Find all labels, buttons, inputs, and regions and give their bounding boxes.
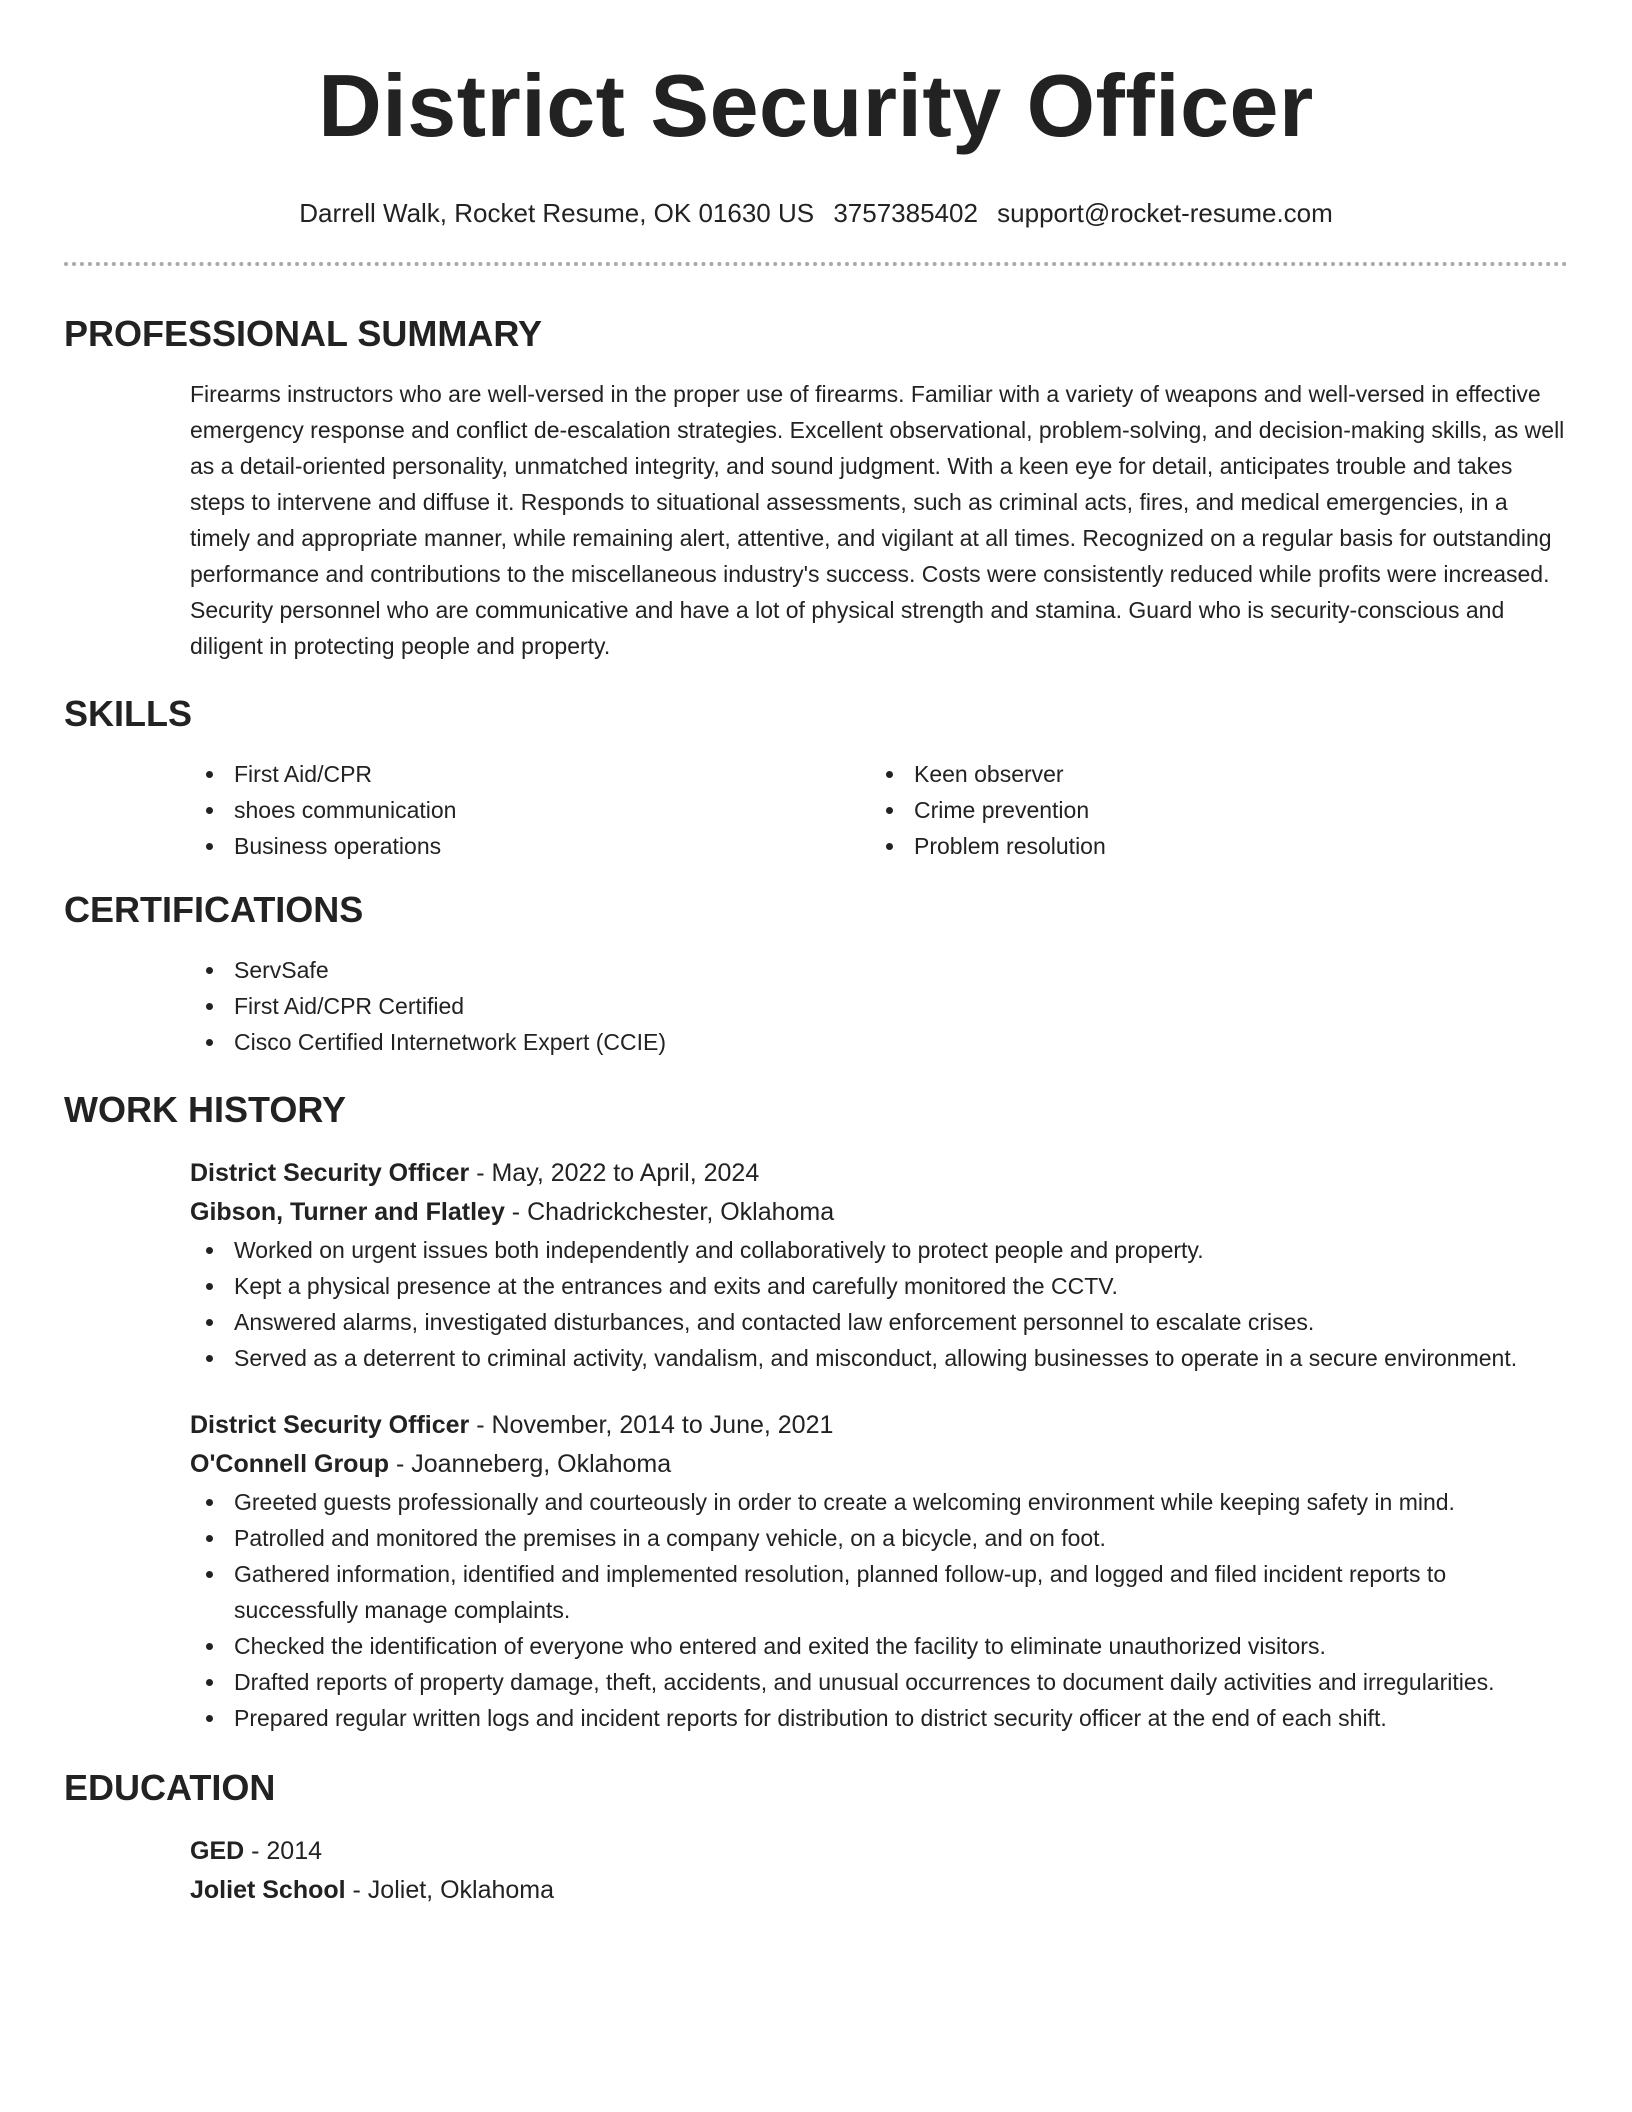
job-duty-item: Served as a deterrent to criminal activity, vandalism, and misconduct, allowing businesses to operate in a secure environment. xyxy=(190,1340,1568,1376)
skills-list xyxy=(190,756,1568,864)
job-duty-item: Gathered information, identified and implemented resolution, planned follow-up, and logged and filed incident reports to successfully manage complaints. xyxy=(190,1556,1568,1628)
skill-item: Keen observer xyxy=(870,756,1550,792)
header-divider xyxy=(64,262,1568,266)
job-dates: - May, 2022 to April, 2024 xyxy=(469,1159,760,1187)
job-title-line xyxy=(190,1406,1568,1445)
summary-text: Firearms instructors who are well-versed in the proper use of firearms. Familiar with a variety of weapons and well-versed in effective emergency response and conflict de-escalation strategies. Excellent observational, problem-solving, and decision-making skills, as well as a detail-oriented personality, unmatched integrity, and sound judgment. With a keen eye for detail, anticipates trouble and takes steps to intervene and diffuse it. Responds to situational assessments, such as criminal acts, fires, and medical emergencies, in a timely and appropriate manner, while remaining alert, attentive, and vigilant at all times. Recognized on a regular basis for outstanding performance and contributions to the miscellaneous industry's success. Costs were consistently reduced while profits were increased. Security personnel who are communicative and have a lot of physical strength and stamina. Guard who is security-conscious and diligent in protecting people and property. xyxy=(190,381,1565,659)
resume-name: District Security Officer xyxy=(318,56,1314,155)
education-entry xyxy=(190,1832,1568,1910)
work-history-heading: WORK HISTORY xyxy=(64,1089,347,1130)
skills-column-left xyxy=(190,756,870,864)
education-degree-line xyxy=(190,1832,1568,1871)
skill-item: shoes communication xyxy=(190,792,870,828)
resume-page xyxy=(64,0,1568,1910)
contact-email: support@rocket-resume.com xyxy=(997,198,1333,228)
certifications-heading: CERTIFICATIONS xyxy=(64,889,364,930)
certification-item: ServSafe xyxy=(190,952,1568,988)
education-heading: EDUCATION xyxy=(64,1767,276,1808)
skills-column-right xyxy=(870,756,1550,864)
job-company: Gibson, Turner and Flatley xyxy=(190,1198,505,1226)
job-role: District Security Officer xyxy=(190,1411,470,1439)
job-duty-item: Patrolled and monitored the premises in a company vehicle, on a bicycle, and on foot. xyxy=(190,1520,1568,1556)
education-year: - 2014 xyxy=(244,1837,323,1865)
job-location: - Chadrickchester, Oklahoma xyxy=(504,1198,835,1226)
job-duty-item: Worked on urgent issues both independently and collaboratively to protect people and property. xyxy=(190,1232,1568,1268)
job-duty-item: Answered alarms, investigated disturbances, and contacted law enforcement personnel to escalate crises. xyxy=(190,1304,1568,1340)
skill-item: Business operations xyxy=(190,828,870,864)
job-duty-item: Kept a physical presence at the entrances and exits and carefully monitored the CCTV. xyxy=(190,1268,1568,1304)
certification-item: First Aid/CPR Certified xyxy=(190,988,1568,1024)
job-duties xyxy=(190,1484,1568,1736)
job-title-line xyxy=(190,1154,1568,1193)
skill-item: Problem resolution xyxy=(870,828,1550,864)
education-school-line xyxy=(190,1871,1568,1910)
job-dates: - November, 2014 to June, 2021 xyxy=(469,1411,834,1439)
education-degree: GED xyxy=(190,1837,245,1865)
contact-line xyxy=(64,196,1568,230)
job-location: - Joanneberg, Oklahoma xyxy=(389,1450,672,1478)
job-company-line xyxy=(190,1445,1568,1484)
job-duties xyxy=(190,1232,1568,1376)
education-school: Joliet School xyxy=(190,1876,346,1904)
job-company: O'Connell Group xyxy=(190,1450,389,1478)
skills-heading: SKILLS xyxy=(64,693,193,734)
job-duty-item: Prepared regular written logs and incident reports for distribution to district security officer at the end of each shift. xyxy=(190,1700,1568,1736)
summary-heading: PROFESSIONAL SUMMARY xyxy=(64,313,543,354)
certifications-list xyxy=(190,952,1568,1060)
job-duty-item: Drafted reports of property damage, theft, accidents, and unusual occurrences to document daily activities and irregularities. xyxy=(190,1664,1568,1700)
certification-item: Cisco Certified Internetwork Expert (CCIE) xyxy=(190,1024,1568,1060)
job-role: District Security Officer xyxy=(190,1159,470,1187)
education-location: - Joliet, Oklahoma xyxy=(345,1876,555,1904)
job-entry xyxy=(190,1406,1568,1736)
contact-phone: 3757385402 xyxy=(833,198,978,228)
skill-item: First Aid/CPR xyxy=(190,756,870,792)
job-company-line xyxy=(190,1193,1568,1232)
skill-item: Crime prevention xyxy=(870,792,1550,828)
job-duty-item: Checked the identification of everyone who entered and exited the facility to eliminate unauthorized visitors. xyxy=(190,1628,1568,1664)
job-entry xyxy=(190,1154,1568,1376)
job-duty-item: Greeted guests professionally and courteously in order to create a welcoming environment while keeping safety in mind. xyxy=(190,1484,1568,1520)
contact-address: Darrell Walk, Rocket Resume, OK 01630 US xyxy=(299,198,815,228)
